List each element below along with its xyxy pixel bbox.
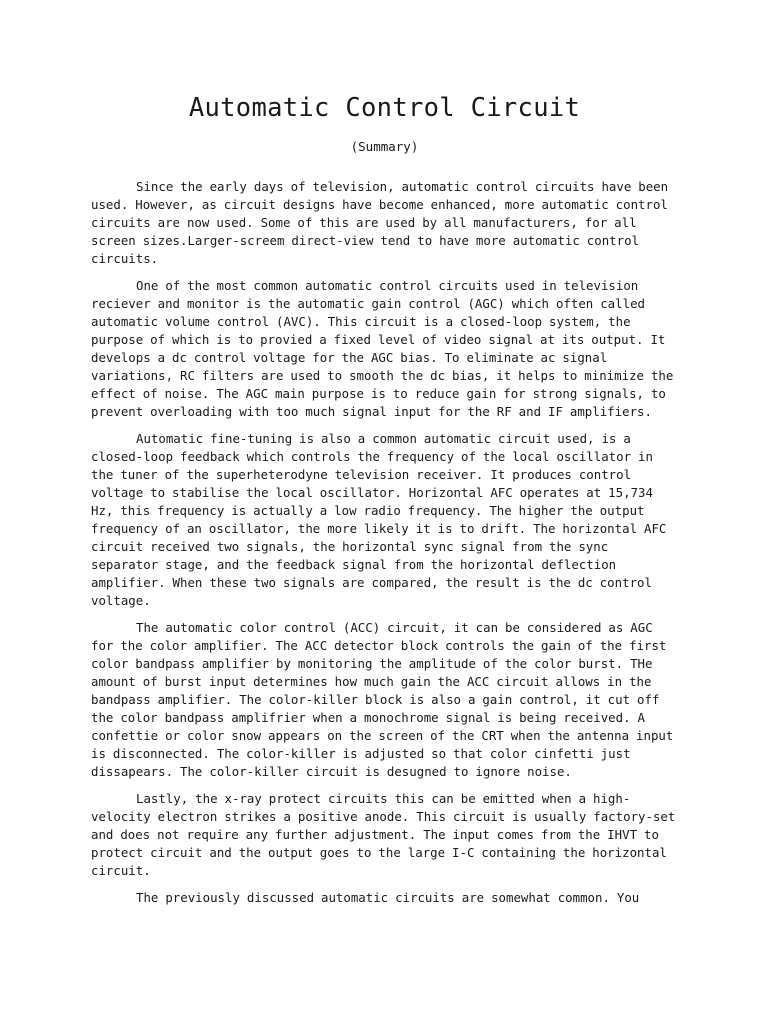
document-title: Automatic Control Circuit <box>188 93 581 123</box>
paragraph-intro: Since the early days of television, automatic control circuits have been used. However, as circuit designs have become enhanced, more automatic control circuits are now used. Some of this are used by all manufacturers, for all screen sizes.Larger-screem direct-view tend to have more automatic control circuits. <box>91 179 669 266</box>
paragraph-acc: The automatic color control (ACC) circuit, it can be considered as AGC for the color amplifier. The ACC detector block controls the gain of the first color bandpass amplifier by monitoring the amplitude of the color burst. THe amount of burst input determines how much gain the ACC circuit allows in the bandpass amplifier. The color-killer block is also a gain control, it cut off the color bandpass amplifrier when a monochrome signal is being received. A confettie or color snow appears on the screen of the CRT when the antenna input is disconnected. The color-killer is adjusted so that color cinfetti just dissapears. The color-killer circuit is desugned to ignore noise. <box>91 620 674 779</box>
paragraph-closing: The previously discussed automatic circuits are somewhat common. You <box>136 890 640 905</box>
paragraph-agc: One of the most common automatic control circuits used in television reciever and monitor is the automatic gain control (AGC) which often called automatic volume control (AVC). This circuit is a closed-loop system, the purpose of which is to provied a fixed level of video signal at its output. It develops a dc control voltage for the AGC bias. To eliminate ac signal variations, RC filters are used to smooth the dc bias, it helps to minimize the effect of noise. The AGC main purpose is to reduce gain for strong signals, to prevent overloading with too much signal input for the RF and IF amplifiers. <box>91 278 674 419</box>
paragraph-afc: Automatic fine-tuning is also a common automatic circuit used, is a closed-loop feedback which controls the frequency of the local oscillator in the tuner of the superheterodyne television receiver. It produces control voltage to stabilise the local oscillator. Horizontal AFC operates at 15,734 Hz, this frequency is actually a low radio frequency. The higher the output frequency of an oscillator, the more likely it is to drift. The horizontal AFC circuit received two signals, the horizontal sync signal from the sync separator stage, and the feedback signal from the horizontal deflection amplifier. When these two signals are compared, the result is the dc control voltage. <box>91 431 667 608</box>
paragraph-xray: Lastly, the x-ray protect circuits this can be emitted when a high-velocity electron strikes a positive anode. This circuit is usually factory-set and does not require any further adjustment. The input comes from the IHVT to protect circuit and the output goes to the large I-C containing the horizontal circuit. <box>91 791 676 878</box>
document-subtitle: (Summary) <box>350 139 419 154</box>
